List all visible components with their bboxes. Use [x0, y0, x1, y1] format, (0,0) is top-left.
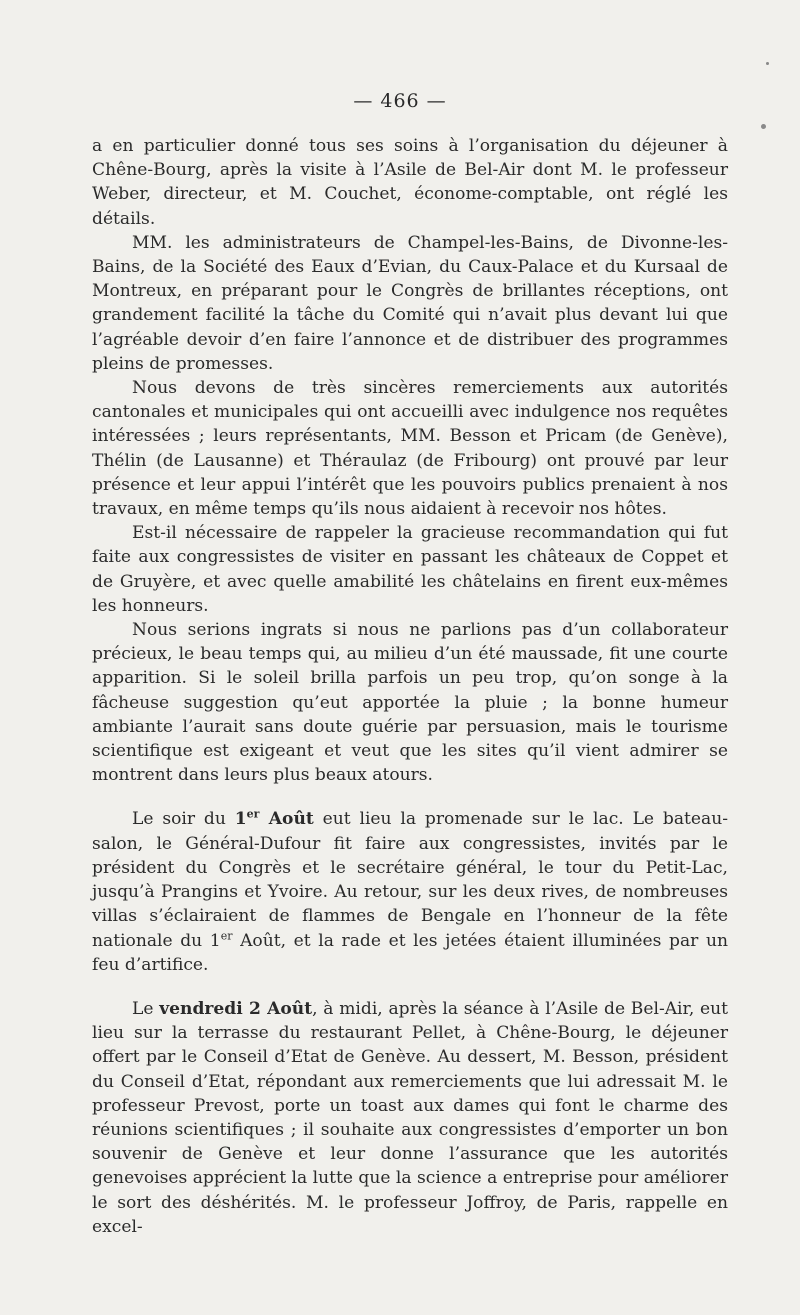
paragraph-text: Août, et la rade et les jetées étaient illuminées par un feu d’artifice.	[92, 930, 728, 975]
paragraph-text: Le soir du	[132, 809, 235, 830]
paragraph	[92, 134, 728, 231]
paragraph-text: vendredi 2 Août	[159, 998, 313, 1019]
body-text	[92, 134, 728, 1239]
paragraph-text: 1	[234, 809, 247, 830]
paragraph-text: Août	[259, 809, 314, 830]
paragraph	[92, 997, 728, 1239]
paragraph	[92, 231, 728, 376]
paragraph	[92, 807, 728, 976]
page-number: — 466 —	[353, 90, 447, 112]
paragraph	[92, 618, 728, 787]
paragraph-text: Nous serions ingrats si nous ne parlions pas d’un collaborateur précieux, le beau temps qui, au milieu d’un été maussade, fit une courte apparition. Si le soleil brilla parfois un peu trop, qu’on songe à la fâcheuse suggestion qu’eut apportée la pluie ; la bonne humeur ambiante l’aurait sans doute guérie par persuasion, mais le tourisme scientifique est exigeant et veut que les sites qu’il vient admirer se montrent dans leurs plus beaux atours.	[92, 620, 728, 786]
paragraph-text: MM. les administrateurs de Champel-les-Bains, de Divonne-les-Bains, de la Société des Eaux d’Evian, du Caux-Palace et du Kursaal de Montreux, en préparant pour le Congrès de brillantes réceptions, ont grandement facilité la tâche du Comité qui n’avait plus devant lui que l’agréable devoir d’en faire l’annonce et de distribuer des programmes pleins de promesses.	[92, 232, 728, 374]
paragraph	[92, 376, 728, 521]
paragraph-text: er	[220, 928, 233, 942]
speck-mark	[761, 124, 766, 129]
speck-mark	[766, 62, 769, 65]
paragraph-text: eut lieu la promenade sur le lac. Le bateau-salon, le Général-Dufour fit faire aux congressistes, invités par le président du Congrès et le secrétaire général, le tour du Petit-Lac, jusqu’à Prangins et Yvoire. Au retour, sur les deux rives, de nombreuses villas s’éclairaient de flammes de Bengale en l’honneur de la fête nationale du 1	[92, 809, 728, 951]
paragraph-text: a en particulier donné tous ses soins à l’organisation du déjeuner à Chêne-Bourg, après la visite à l’Asile de Bel-Air dont M. le professeur Weber, directeur, et M. Couchet, économe-comptable, ont réglé les détails.	[92, 136, 728, 229]
paragraph-text: er	[246, 807, 260, 821]
paragraph-text: , à midi, après la séance à l’Asile de Bel-Air, eut lieu sur la terrasse du restaurant Pellet, à Chêne-Bourg, le déjeuner offert par le Conseil d’Etat de Genève. Au dessert, M. Besson, président du Conseil d’Etat, répondant aux remerciements que lui adressait M. le professeur Prevost, porte un toast aux dames qui font le charme des réunions scientifiques ; il souhaite aux congressistes d’emporter un bon souvenir de Genève et leur donne l’assurance que les autorités genevoises apprécient la lutte que la science a entreprise pour améliorer le sort des déshérités. M. le professeur Joffroy, de Paris, rappelle en excel-	[92, 998, 728, 1237]
paragraph	[92, 521, 728, 618]
paragraph-text: Nous devons de très sincères remerciements aux autorités cantonales et municipales qui ont accueilli avec indulgence nos requêtes intéressées ; leurs représentants, MM. Besson et Pricam (de Genève), Thélin (de Lausanne) et Théraulaz (de Fribourg) ont prouvé par leur présence et leur appui l’intérêt que les pouvoirs publics prenaient à nos travaux, en même temps qu’ils nous aidaient à recevoir nos hôtes.	[92, 378, 728, 520]
paragraph-text: Est-il nécessaire de rappeler la gracieuse recommandation qui fut faite aux congressistes de visiter en passant les châteaux de Coppet et de Gruyère, et avec quelle amabilité les châtelains en firent eux-mêmes les honneurs.	[92, 523, 728, 616]
paragraph-text: Le	[132, 998, 160, 1019]
